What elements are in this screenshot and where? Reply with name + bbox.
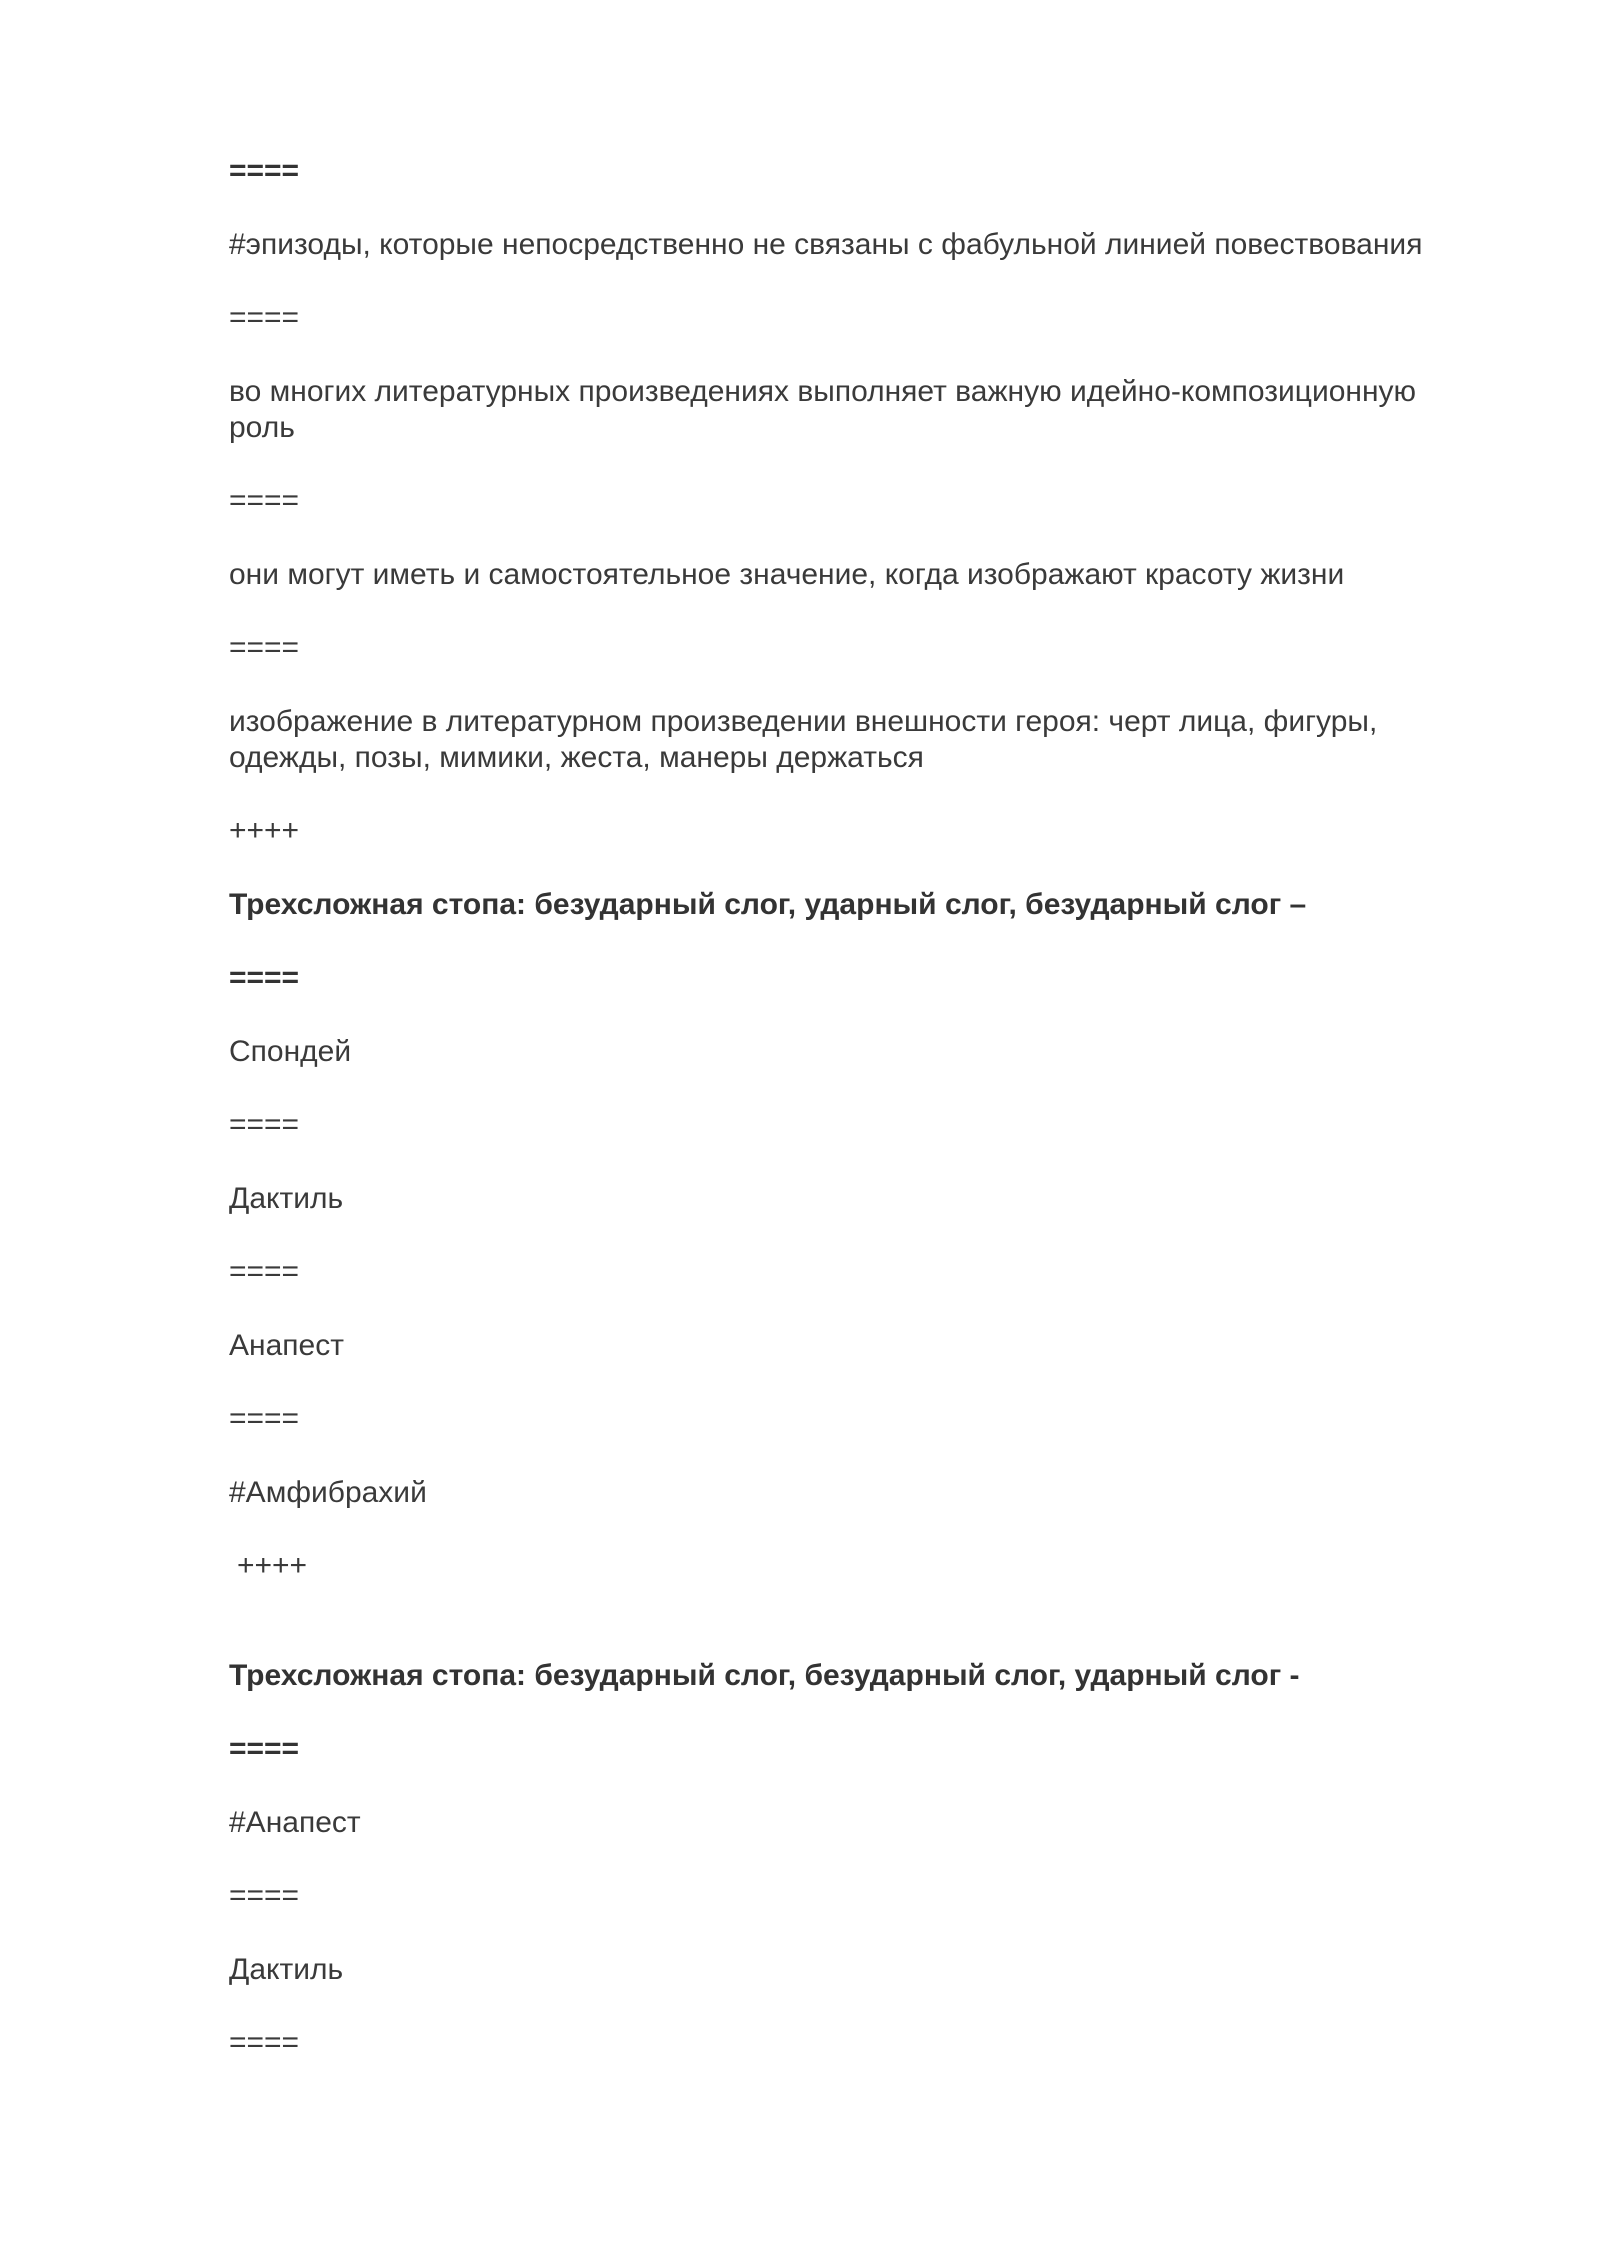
separator-line: ==== bbox=[229, 301, 300, 334]
question-separator: ++++ bbox=[229, 814, 300, 847]
question-separator: ++++ bbox=[237, 1549, 308, 1582]
separator-line: ==== bbox=[229, 1108, 300, 1141]
question-text: Трехсложная стопа: безударный слог, безударный слог, ударный слог - bbox=[229, 1659, 1300, 1692]
separator-line: ==== bbox=[229, 1255, 300, 1288]
separator-line: ==== bbox=[229, 2026, 300, 2059]
separator-line: ==== bbox=[229, 1402, 300, 1435]
answer-option-correct: #Амфибрахий bbox=[229, 1476, 427, 1509]
answer-option: Дактиль bbox=[229, 1182, 344, 1215]
answer-option: #эпизоды, которые непосредственно не связаны с фабульной линией повествования bbox=[229, 228, 1423, 261]
separator-line: ==== bbox=[229, 154, 300, 187]
separator-line: ==== bbox=[229, 1879, 300, 1912]
answer-option: они могут иметь и самостоятельное значение, когда изображают красоту жизни bbox=[229, 558, 1345, 591]
answer-option: Дактиль bbox=[229, 1953, 344, 1986]
question-text: Трехсложная стопа: безударный слог, ударный слог, безударный слог – bbox=[229, 888, 1307, 921]
separator-line: ==== bbox=[229, 1732, 300, 1765]
document-page bbox=[229, 0, 1469, 2262]
answer-option-correct: #Анапест bbox=[229, 1806, 361, 1839]
separator-line: ==== bbox=[229, 631, 300, 664]
answer-option: Анапест bbox=[229, 1329, 344, 1362]
answer-option: Спондей bbox=[229, 1035, 352, 1068]
separator-line: ==== bbox=[229, 484, 300, 517]
answer-option: во многих литературных произведениях выполняет важную идейно-композиционную роль bbox=[229, 375, 1417, 444]
separator-line: ==== bbox=[229, 961, 300, 994]
answer-option: изображение в литературном произведении внешности героя: черт лица, фигуры, одежды, позы, мимики, жеста, манеры держаться bbox=[229, 705, 1378, 774]
